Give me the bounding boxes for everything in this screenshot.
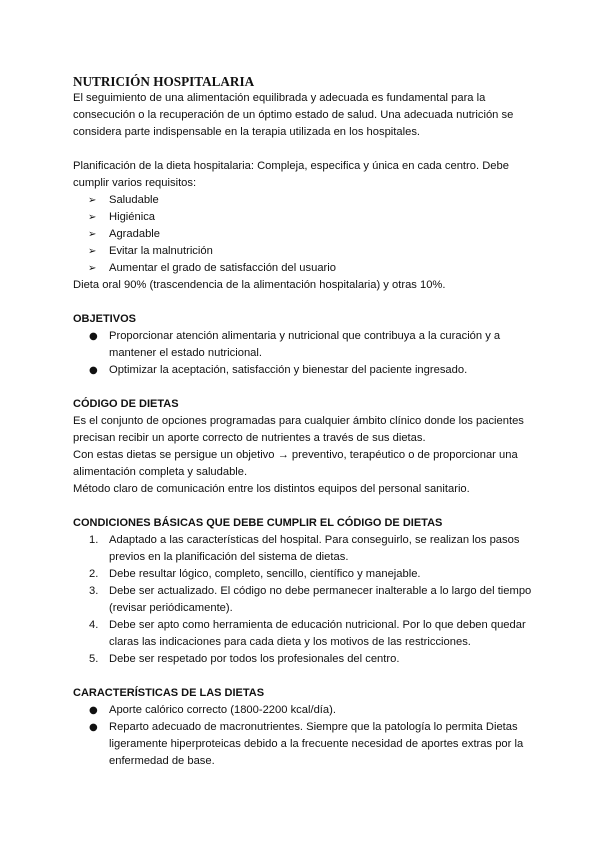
diet-code-paragraph: Es el conjunto de opciones programadas para cualquier ámbito clínico donde los pacientes precisan recibir un aporte correcto de nutrientes a través de sus dietas. [73,415,524,444]
list-item: ● Proporcionar atención alimentaria y nutricional que contribuya a la curación y a mantener el estado nutricional. [89,330,501,359]
list-item: ➢ Higiénica [73,209,540,226]
list-item: ● Reparto adecuado de macronutrientes. Siempre que la patología lo permita Dietas ligeramente hiperproteicas debido a la frecuente necesidad de aportes extras por la enfermedad de base. [89,721,524,767]
list-item: 2. Debe resultar lógico, completo, sencillo, científico y manejable. [73,566,540,583]
bullet-icon: ● [89,365,98,376]
list-item: ➢ Aumentar el grado de satisfacción del usuario [73,260,540,277]
arrow-bullet-icon: ➢ [88,229,97,240]
conditions-list [73,532,540,668]
diet-code-paragraph: Con estas dietas se persigue un objetivo → preventivo, terapéutico o de proporcionar una alimentación completa y saludable. [73,449,518,478]
oral-diet-paragraph: Dieta oral 90% (trascendencia de la alimentación hospitalaria) y otras 10%. [73,279,446,291]
arrow-bullet-icon: ➢ [88,212,97,223]
list-item: ➢ Saludable [73,192,540,209]
list-item: 1. Adaptado a las características del hospital. Para conseguirlo, se realizan los pasos previos en la planificación del sistema de dietas. [89,534,520,563]
spacer [73,294,540,311]
conditions-heading: CONDICIONES BÁSICAS QUE DEBE CUMPLIR EL CÓDIGO DE DIETAS [73,517,443,529]
list-item: ● Optimizar la aceptación, satisfacción y bienestar del paciente ingresado. [73,362,540,379]
list-number: 5. [89,653,99,665]
bullet-icon: ● [89,722,98,733]
spacer [73,498,540,515]
diet-code-heading: CÓDIGO DE DIETAS [73,398,179,410]
diet-code-paragraph: Método claro de comunicación entre los distintos equipos del personal sanitario. [73,483,470,495]
spacer [73,668,540,685]
list-item: ● Aporte calórico correcto (1800-2200 kcal/día). [73,702,540,719]
list-item: 3. Debe ser actualizado. El código no debe permanecer inalterable a lo largo del tiempo (revisar periódicamente). [89,585,532,614]
characteristics-heading: CARACTERÍSTICAS DE LAS DIETAS [73,687,265,699]
bullet-icon: ● [89,705,98,716]
objectives-list [73,328,540,379]
intro-paragraph: El seguimiento de una alimentación equilibrada y adecuada es fundamental para la consecución o la recuperación de un óptimo estado de salud. Una adecuada nutrición se considera parte indispensable en la terapia utilizada en los hospitales. [73,92,514,138]
list-number: 1. [89,534,99,546]
document-title: NUTRICIÓN HOSPITALARIA [73,74,255,89]
spacer [73,141,540,158]
spacer [73,379,540,396]
planning-paragraph: Planificación de la dieta hospitalaria: Compleja, especifica y única en cada centro. Debe cumplir varios requisitos: [73,160,509,189]
arrow-bullet-icon: ➢ [88,263,97,274]
arrow-bullet-icon: ➢ [88,195,97,206]
requirements-list [73,192,540,277]
list-item: ➢ Evitar la malnutrición [73,243,540,260]
list-item: 5. Debe ser respetado por todos los profesionales del centro. [73,651,540,668]
list-number: 3. [89,585,99,597]
objectives-heading: OBJETIVOS [73,313,136,325]
list-item: ➢ Agradable [73,226,540,243]
list-item: 4. Debe ser apto como herramienta de educación nutricional. Por lo que deben quedar claras las indicaciones para cada dieta y los motivos de las restricciones. [89,619,526,648]
characteristics-list [73,702,540,770]
bullet-icon: ● [89,331,98,342]
arrow-bullet-icon: ➢ [88,246,97,257]
list-number: 2. [89,568,99,580]
list-number: 4. [89,619,99,631]
